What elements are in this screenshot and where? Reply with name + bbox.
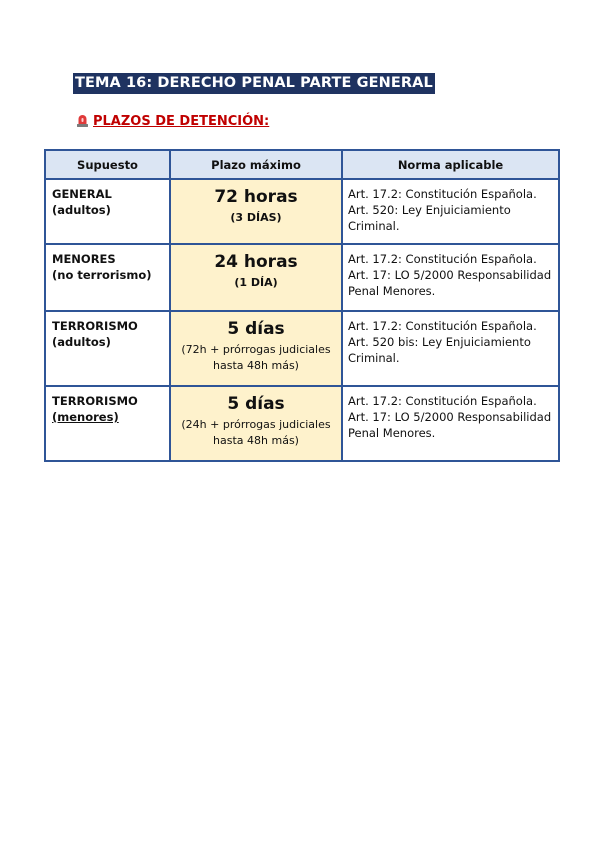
supuesto-cell (45, 311, 170, 386)
section-heading-label: PLAZOS DE DETENCIÓN: (93, 114, 270, 129)
supuesto-cell (45, 179, 170, 244)
norma-line: Art. 17.2: Constitución Española. (348, 187, 537, 201)
plazo-note: (24h + prórrogas judiciales hasta 48h más) (181, 418, 331, 447)
plazo-sub: (1 DÍA) (234, 276, 278, 289)
supuesto-cell (45, 386, 170, 461)
supuesto-label: GENERAL (52, 187, 112, 201)
siren-icon (76, 113, 89, 127)
supuesto-label: TERRORISMO (52, 394, 138, 408)
plazo-cell (170, 386, 342, 461)
norma-line: Art. 17.2: Constitución Española. (348, 252, 537, 266)
table-header-row (45, 150, 559, 179)
norma-line: Art. 17: LO 5/2000 Responsabilidad Penal Menores. (348, 410, 552, 440)
supuesto-label: TERRORISMO (52, 319, 138, 333)
supuesto-sub: (no terrorismo) (52, 268, 152, 282)
norma-cell (342, 311, 559, 386)
section-heading (76, 113, 269, 131)
norma-line: Art. 17.2: Constitución Española. (348, 319, 537, 333)
supuesto-label: MENORES (52, 252, 116, 266)
plazo-sub: (3 DÍAS) (230, 211, 282, 224)
plazo-note: (72h + prórrogas judiciales hasta 48h más) (181, 343, 331, 372)
supuesto-sub: (menores) (52, 410, 119, 424)
supuesto-cell (45, 244, 170, 311)
norma-cell (342, 386, 559, 461)
supuesto-sub: (adultos) (52, 203, 111, 217)
norma-cell (342, 179, 559, 244)
page-title: TEMA 16: DERECHO PENAL PARTE GENERAL (73, 73, 435, 94)
plazo-cell (170, 179, 342, 244)
header-plazo: Plazo máximo (170, 150, 342, 179)
plazo-cell (170, 244, 342, 311)
norma-line: Art. 17: LO 5/2000 Responsabilidad Penal Menores. (348, 268, 552, 298)
header-supuesto: Supuesto (45, 150, 170, 179)
supuesto-sub: (adultos) (52, 335, 111, 349)
norma-cell (342, 244, 559, 311)
norma-line: Art. 17.2: Constitución Española. (348, 394, 537, 408)
detention-table (44, 149, 560, 462)
plazo-value: 72 horas (214, 187, 298, 207)
table-row (45, 386, 559, 461)
table-row (45, 311, 559, 386)
norma-line: Art. 520 bis: Ley Enjuiciamiento Criminal. (348, 335, 531, 365)
plazo-value: 24 horas (214, 252, 298, 272)
plazo-value: 5 días (227, 394, 285, 414)
table-row (45, 244, 559, 311)
norma-line: Art. 520: Ley Enjuiciamiento Criminal. (348, 203, 511, 233)
plazo-value: 5 días (227, 319, 285, 339)
plazo-cell (170, 311, 342, 386)
table-row (45, 179, 559, 244)
header-norma: Norma aplicable (342, 150, 559, 179)
